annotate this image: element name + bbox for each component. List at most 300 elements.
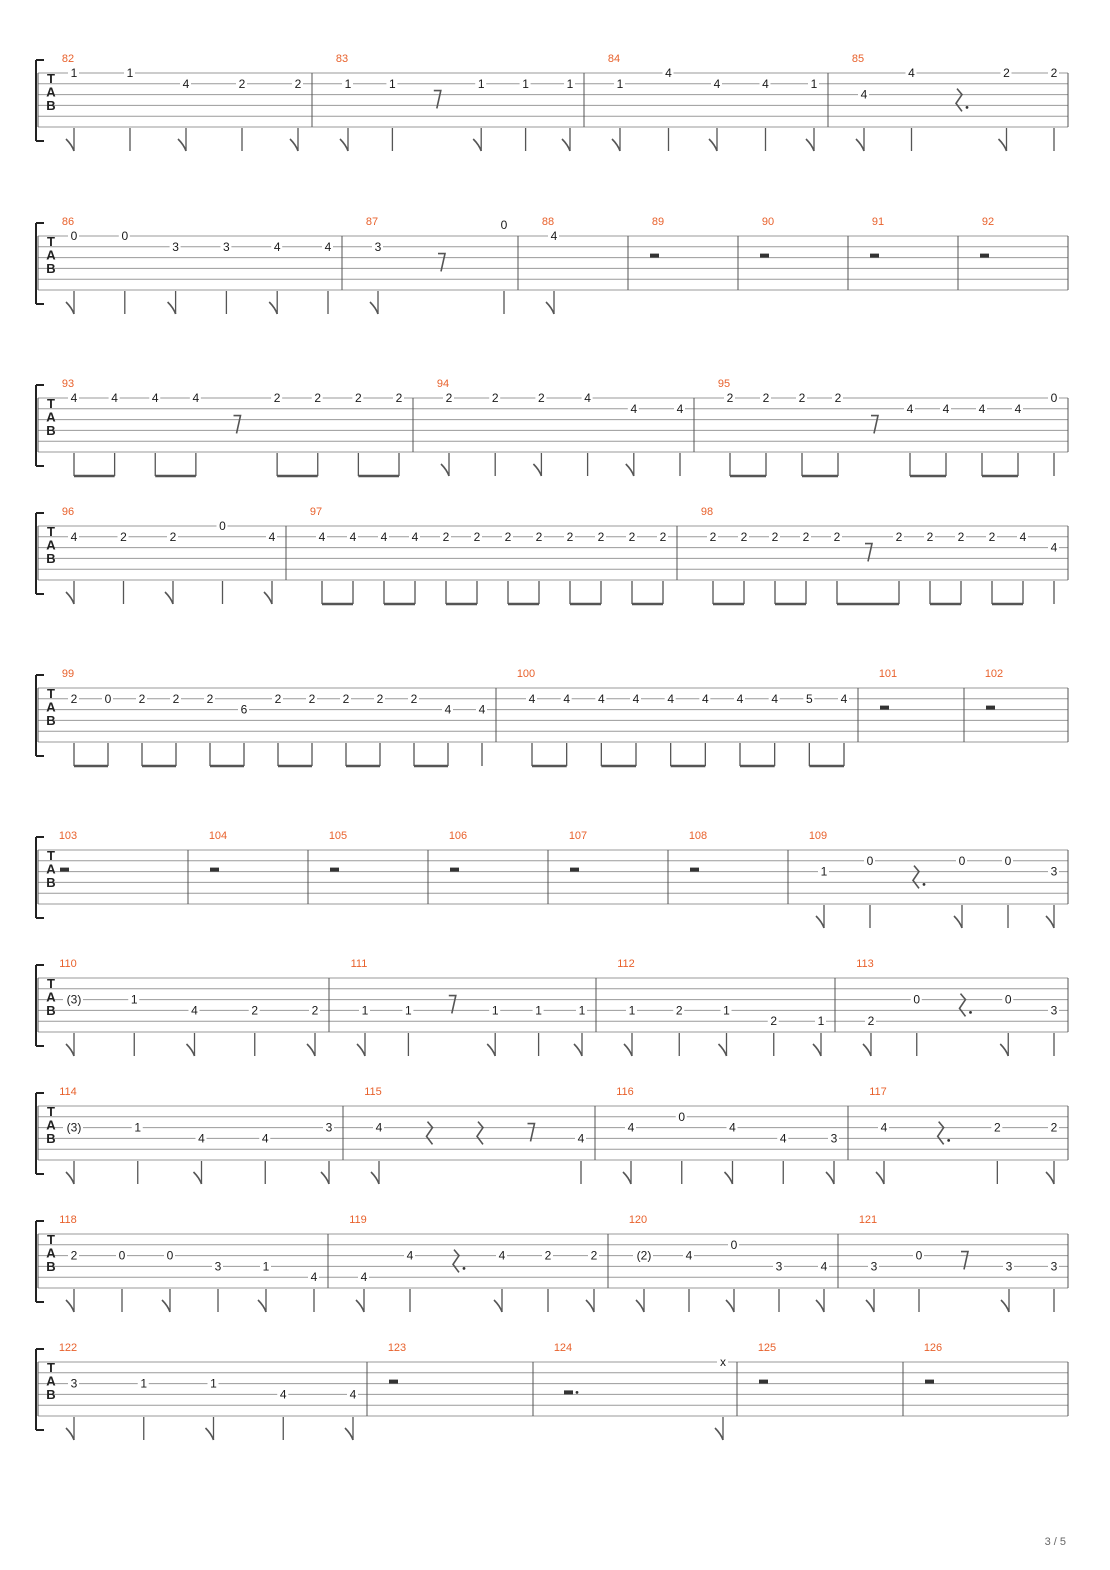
measure-number: 120 [628,1214,648,1226]
note-flag [66,1428,74,1440]
note-flag [816,916,824,928]
fret-number: 2 [590,1248,598,1263]
tab-system [36,668,1068,766]
note-flag [473,139,481,151]
note-flag [856,139,864,151]
note-flag [269,302,277,314]
fret-number: 1 [810,76,818,91]
tab-clef-letter: B [46,261,56,276]
fret-number: 1 [535,1003,542,1018]
fret-number: 1 [628,1003,636,1018]
measure [336,53,575,151]
note-flag [487,1044,495,1056]
fret-number: 4 [584,391,591,405]
note-flag [66,302,74,314]
note-flag [726,1300,734,1312]
measure [59,1086,334,1184]
measure [569,830,587,872]
tab-system [36,1342,1068,1440]
note-flag [826,1172,834,1184]
fret-number: 4 [279,1387,287,1402]
fret-number: 4 [310,1270,318,1285]
fret-number: 1 [70,66,78,80]
fret-number: 4 [906,401,914,416]
fret-number: 4 [478,702,486,717]
tab-clef-letter: T [47,686,55,701]
fret-number: 1 [389,76,396,91]
measure [62,53,303,151]
note-flag [863,1044,871,1056]
fret-number: 2 [740,529,748,544]
half-rest [210,868,219,872]
measure [980,216,994,258]
measure [760,216,774,258]
note-flag [66,1044,74,1056]
fret-number: 2 [833,529,841,544]
tab-clef-letter: B [46,875,56,890]
rest-dot [463,1267,466,1270]
fret-number: 0 [70,229,78,243]
fret-number: 3 [1050,864,1058,879]
tab-clef-letter: T [47,976,55,991]
fret-number: 2 [294,76,302,91]
fret-number: 4 [268,529,276,544]
measure-number: 91 [871,216,885,228]
measure [449,830,467,872]
half-rest [986,706,995,710]
tab-clef-letter: T [47,396,55,411]
measure-number: 116 [616,1086,634,1098]
fret-number: 1 [140,1376,148,1391]
measure [59,1214,319,1312]
measure-number: 97 [309,506,323,518]
measure-number: 114 [59,1086,77,1098]
fret-number: 4 [151,391,159,405]
note-flag [168,302,176,314]
fret-number: 2 [771,529,779,544]
fret-number: 4 [550,229,558,243]
rest-dot [576,1391,579,1394]
measure-number: 103 [58,830,78,842]
measure-number: 119 [349,1214,367,1226]
measure-number: 102 [984,668,1004,680]
fret-number: 3 [1005,1259,1013,1274]
fret-number: 3 [70,1376,78,1391]
measure [59,830,77,872]
fret-number: 0 [678,1109,686,1124]
fret-number: 2 [274,691,282,706]
fret-number: 0 [104,691,112,706]
fret-number: 3 [172,239,179,254]
fret-number: 2 [762,391,770,405]
measure-number: 87 [365,216,379,228]
note-flag [187,1044,195,1056]
fret-number: 3 [775,1259,783,1274]
tab-clef-letter: T [47,1360,55,1375]
fret-number: 2 [355,391,362,405]
note-flag [719,1044,727,1056]
fret-number: 4 [318,529,326,544]
half-rest [880,706,889,710]
note-flag [66,1172,74,1184]
fret-number: 0 [118,1248,126,1263]
fret-number: 2 [709,529,717,544]
measure [650,216,664,258]
fret-number: 2 [544,1248,552,1263]
tab-system [36,830,1068,928]
note-flag [178,139,186,151]
note-flag [1001,1300,1009,1312]
fret-number: 2 [798,391,806,405]
measure-number: 98 [700,506,714,518]
fret-number: 2 [597,529,605,544]
tab-clef-letter: B [46,1387,56,1402]
half-rest [564,1390,573,1394]
tab-clef-letter: T [47,524,55,539]
measure-number: 121 [858,1214,878,1226]
note-flag [307,1044,315,1056]
tab-system [36,1214,1068,1312]
fret-number: 2 [659,529,667,544]
tab-system [36,958,1068,1056]
fret-number: 2 [206,691,214,706]
fret-number: 4 [667,691,675,706]
measure [879,668,897,710]
fret-number: 4 [701,691,709,706]
fret-number: 2 [802,529,810,544]
fret-number: 4 [880,1120,888,1135]
measure-number: 82 [61,53,75,65]
fret-number: 0 [166,1248,174,1263]
tab-system [36,1086,1068,1184]
fret-number: 1 [491,1003,499,1018]
tab-clef-letter: T [47,1232,55,1247]
measure-number: 95 [717,378,731,390]
note-flag [999,139,1007,151]
fret-number: 3 [830,1131,838,1146]
fret-number: 1 [723,1003,730,1018]
measure [869,1086,1059,1184]
note-flag [441,464,449,476]
fret-number: 1 [130,992,138,1007]
tab-clef-letter: A [46,409,56,425]
fret-number: 0 [730,1237,738,1252]
measure-number: 124 [553,1342,573,1354]
system-bracket [36,965,44,1046]
fret-number: 2 [342,691,350,706]
fret-number: 1 [522,76,529,91]
fret-number: 0 [913,992,921,1007]
fret-number: 3 [870,1259,878,1274]
measure-number: 117 [869,1086,887,1098]
measure-number: 122 [58,1342,78,1354]
fret-number: 4 [360,1270,368,1285]
measure [608,53,819,151]
fret-number: 4 [1014,401,1022,416]
note-flag [813,1044,821,1056]
quarter-rest [477,1122,483,1145]
fret-number: 4 [779,1131,787,1146]
page-number: 3 / 5 [1044,1536,1066,1548]
note-flag [494,1300,502,1312]
tab-clef-letter: B [46,98,56,113]
fret-number: 2 [308,691,316,706]
note-flag [370,302,378,314]
fret-number: 4 [349,529,357,544]
measure [517,668,849,766]
measure-number: 100 [516,668,536,680]
fret-number: 3 [1050,1003,1058,1018]
measure [437,378,685,476]
note-flag [533,464,541,476]
measure-number: 111 [350,958,368,970]
note-flag [1046,916,1054,928]
note-flag [623,1172,631,1184]
measure-number: 107 [568,830,588,842]
fret-number: 2 [895,529,903,544]
measure [209,830,227,872]
fret-number: 2 [172,691,180,706]
fret-number: 2 [445,391,453,405]
note-flag [562,139,570,151]
fret-number: 4 [665,66,672,80]
note-flag [715,1428,723,1440]
fret-number: 4 [411,529,419,544]
note-flag [66,139,74,151]
fret-number: (3) [66,992,82,1007]
quarter-rest [956,89,962,112]
tab-clef-letter: A [46,1245,56,1261]
half-rest [450,868,459,872]
measure-number: 113 [856,958,874,970]
fret-number: 4 [261,1131,269,1146]
system-bracket [36,60,44,141]
fret-number: 3 [1050,1259,1058,1274]
fret-number: 2 [442,529,450,544]
system-bracket [36,1349,44,1430]
note-flag [194,1172,202,1184]
fret-number: 2 [314,391,322,405]
note-flag [866,1300,874,1312]
note-flag [258,1300,266,1312]
tab-clef-letter: B [46,1131,56,1146]
fret-number: (3) [66,1120,82,1135]
fret-number: 4 [70,391,78,405]
rest-dot [947,1139,950,1142]
fret-number: 4 [840,691,848,706]
note-flag [1046,1172,1054,1184]
note-flag [816,1300,824,1312]
fret-number: 2 [410,691,418,706]
fret-number: 4 [762,76,769,91]
fret-number: 4 [111,391,118,405]
note-flag [574,1044,582,1056]
fret-number: 4 [771,691,779,706]
measure-number: 104 [208,830,228,842]
fret-number: 1 [361,1003,369,1018]
fret-number: 4 [820,1259,828,1274]
fret-number: 1 [817,1014,825,1029]
note-flag [709,139,717,151]
measure [329,830,347,872]
measure [310,506,668,604]
note-flag [165,592,173,604]
tab-system [36,378,1068,476]
measure [366,216,509,314]
fret-number: 0 [219,519,226,533]
rest-dot [923,883,926,886]
measure [856,958,1059,1056]
measure [617,958,826,1056]
fret-number: 3 [374,239,382,254]
fret-number: 2 [138,691,146,706]
fret-number: 4 [1050,540,1058,555]
quarter-rest [913,866,919,889]
fret-number: 4 [182,76,190,91]
note-flag [954,916,962,928]
fret-number: 0 [1004,853,1012,868]
tab-clef-letter: B [46,551,56,566]
fret-number: 4 [713,76,721,91]
half-rest [870,254,879,258]
tab-clef-letter: T [47,848,55,863]
fret-number: 4 [597,691,605,706]
note-flag [371,1172,379,1184]
measure-number: 89 [651,216,665,228]
fret-number: 1 [616,76,624,91]
measure-number: 123 [387,1342,407,1354]
rest-dot [966,106,969,109]
tab-clef-letter: B [46,423,56,438]
fret-number: (2) [636,1248,652,1263]
measure [364,1086,586,1184]
fret-number: 1 [262,1259,270,1274]
fret-number: 2 [120,529,127,544]
tab-clef-letter: A [46,84,56,100]
half-rest [570,868,579,872]
measure [689,830,707,872]
measure-number: 118 [59,1214,77,1226]
fret-number: 1 [477,76,485,91]
half-rest [980,254,989,258]
measure-number: 101 [878,668,898,680]
measure-number: 93 [61,378,75,390]
measure-number: 94 [436,378,450,390]
fret-number: 4 [736,691,744,706]
fret-number: 2 [1003,66,1010,80]
half-rest [760,254,769,258]
system-bracket [36,223,44,304]
fret-number: 0 [121,229,129,243]
measure-number: 85 [851,53,865,65]
fret-number: 1 [566,76,574,91]
fret-number: 5 [805,691,813,706]
fret-number: 4 [324,239,332,254]
measure [718,378,1059,476]
fret-number: 1 [344,76,352,91]
fret-number: 0 [958,853,966,868]
measure-number: 90 [761,216,775,228]
fret-number: 0 [1050,391,1058,405]
tab-clef-letter: T [47,1104,55,1119]
fret-number: 4 [627,1120,635,1135]
fret-number: 4 [375,1120,383,1135]
half-rest [650,254,659,258]
measure [62,378,404,476]
fret-number: 2 [491,391,499,405]
fret-number: 2 [988,529,996,544]
measure-number: 106 [448,830,468,842]
measure [701,506,1059,604]
fret-number: 2 [926,529,934,544]
fret-number: 3 [214,1259,222,1274]
tab-clef-letter: A [46,1373,56,1389]
fret-number: 4 [349,1387,357,1402]
measure-number: 99 [61,668,75,680]
measure-number: 86 [61,216,75,228]
fret-number: x [720,1355,726,1369]
measure [59,1342,358,1440]
fret-number: 2 [70,1248,78,1263]
measure-number: 112 [617,958,635,970]
tab-clef-letter: B [46,713,56,728]
fret-number: 2 [395,391,403,405]
fret-number: 0 [500,218,508,233]
quarter-rest [427,1122,433,1145]
fret-number: 4 [191,1003,198,1018]
note-flag [624,1044,632,1056]
tab-system [36,506,1068,604]
note-flag [876,1172,884,1184]
note-flag [586,1300,594,1312]
fret-number: 2 [311,1003,319,1018]
measure-number: 126 [923,1342,943,1354]
measure [924,1342,942,1384]
fret-number: 2 [1050,1120,1058,1135]
system-bracket [36,385,44,466]
fret-number: 2 [473,529,481,544]
system-bracket [36,513,44,594]
tab-clef-letter: A [46,861,56,877]
fret-number: 2 [957,529,965,544]
note-flag [345,1428,353,1440]
note-flag [66,592,74,604]
half-rest [925,1380,934,1384]
tab-clef-letter: T [47,234,55,249]
fret-number: 2 [566,529,574,544]
note-flag [1000,1044,1008,1056]
measure [351,958,587,1056]
quarter-rest [960,994,966,1017]
fret-number: 4 [528,691,536,706]
fret-number: 2 [538,391,545,405]
measure [62,216,333,314]
measure [809,830,1059,928]
half-rest [330,868,339,872]
measure-number: 105 [328,830,348,842]
fret-number: 2 [238,76,246,91]
fret-number: 2 [251,1003,259,1018]
note-flag [612,139,620,151]
measure [985,668,1003,710]
fret-number: 4 [498,1248,506,1263]
fret-number: 2 [169,529,177,544]
tab-clef-letter: A [46,989,56,1005]
measure [542,216,559,314]
note-flag [546,302,554,314]
fret-number: 2 [726,391,734,405]
fret-number: 4 [406,1248,414,1263]
